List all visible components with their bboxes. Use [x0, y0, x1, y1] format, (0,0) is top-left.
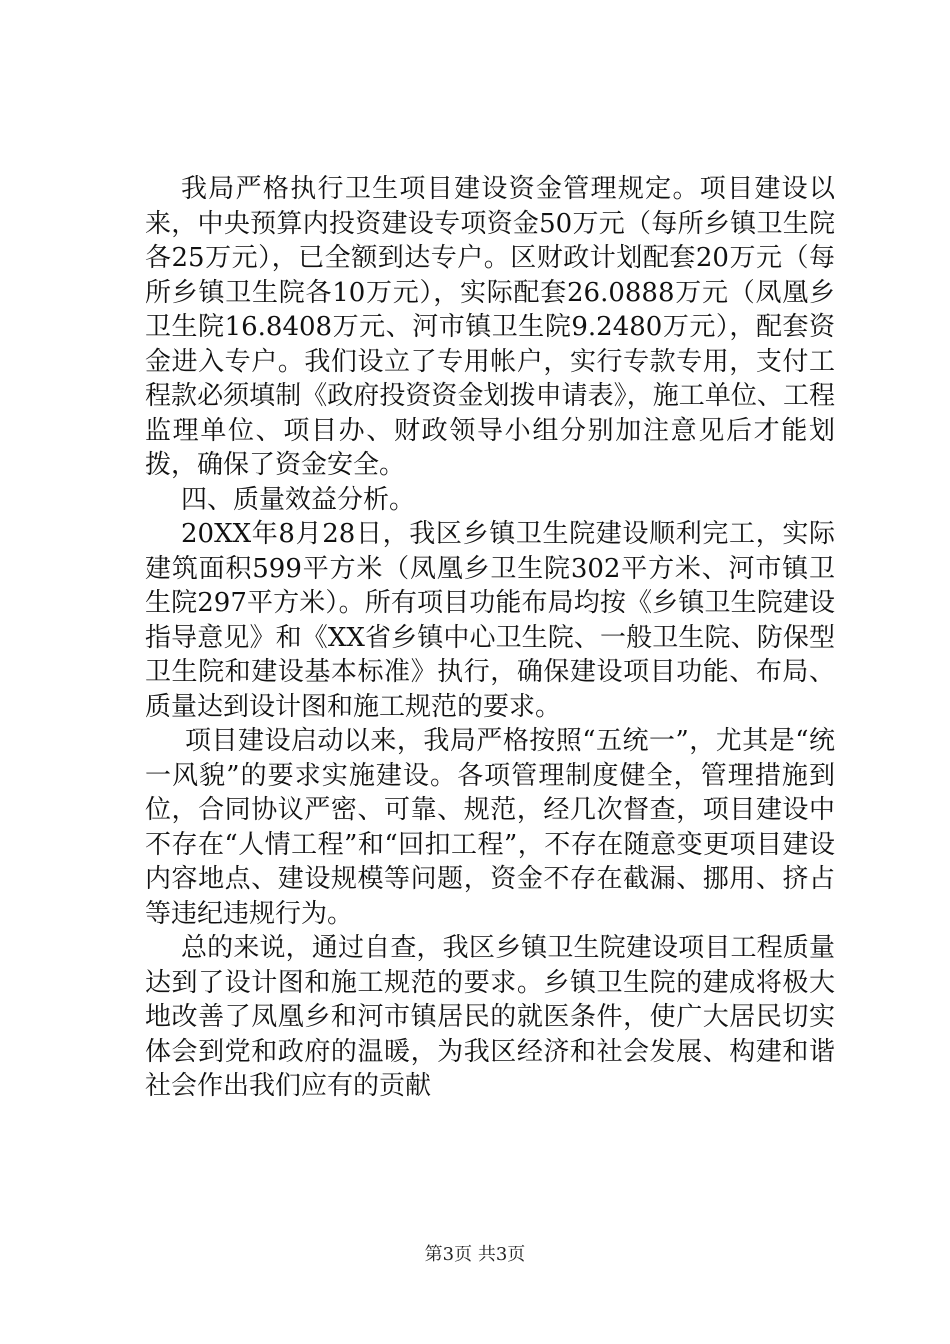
page-footer: 第3页 共3页 [424, 1244, 526, 1265]
paragraph-management: 项目建设启动以来，我局严格按照“五统一”，尤其是“统一风貌”的要求实施建设。各项管理制度健全，管理措施到位，合同协议严密、可靠、规范，经几次督查，项目建设中不存在“人情工程”和“回扣工程”，不存在随意变更项目建设内容地点、建设规模等问题，资金不存在截漏、挪用、挤占等违纪违规行为。 [145, 726, 835, 929]
section-heading-quality: 四、质量效益分析。 [181, 484, 416, 515]
document-body [145, 172, 835, 1104]
paragraph-summary: 总的来说，通过自查，我区乡镇卫生院建设项目工程质量达到了设计图和施工规范的要求。乡镇卫生院的建成将极大地改善了凤凰乡和河市镇居民的就医条件，使广大居民切实体会到党和政府的温暖，为我区经济和社会发展、构建和谐社会作出我们应有的贡献 [145, 933, 835, 1101]
paragraph-funding: 我局严格执行卫生项目建设资金管理规定。项目建设以来，中央预算内投资建设专项资金50万元（每所乡镇卫生院各25万元），已全额到达专户。区财政计划配套20万元（每所乡镇卫生院各10万元），实际配套26.0888万元（凤凰乡卫生院16.8408万元、河市镇卫生院9.2480万元），配套资金进入专户。我们设立了专用帐户，实行专款专用，支付工程款必须填制《政府投资资金划拨申请表》，施工单位、工程监理单位、项目办、财政领导小组分别加注意见后才能划拨，确保了资金安全。 [145, 174, 835, 480]
paragraph-completion: 20XX年8月28日，我区乡镇卫生院建设顺利完工，实际建筑面积599平方米（凤凰乡卫生院302平方米、河市镇卫生院297平方米）。所有项目功能布局均按《乡镇卫生院建设指导意见》和《XX省乡镇中心卫生院、一般卫生院、防保型卫生院和建设基本标准》执行，确保建设项目功能、布局、质量达到设计图和施工规范的要求。 [145, 519, 835, 722]
